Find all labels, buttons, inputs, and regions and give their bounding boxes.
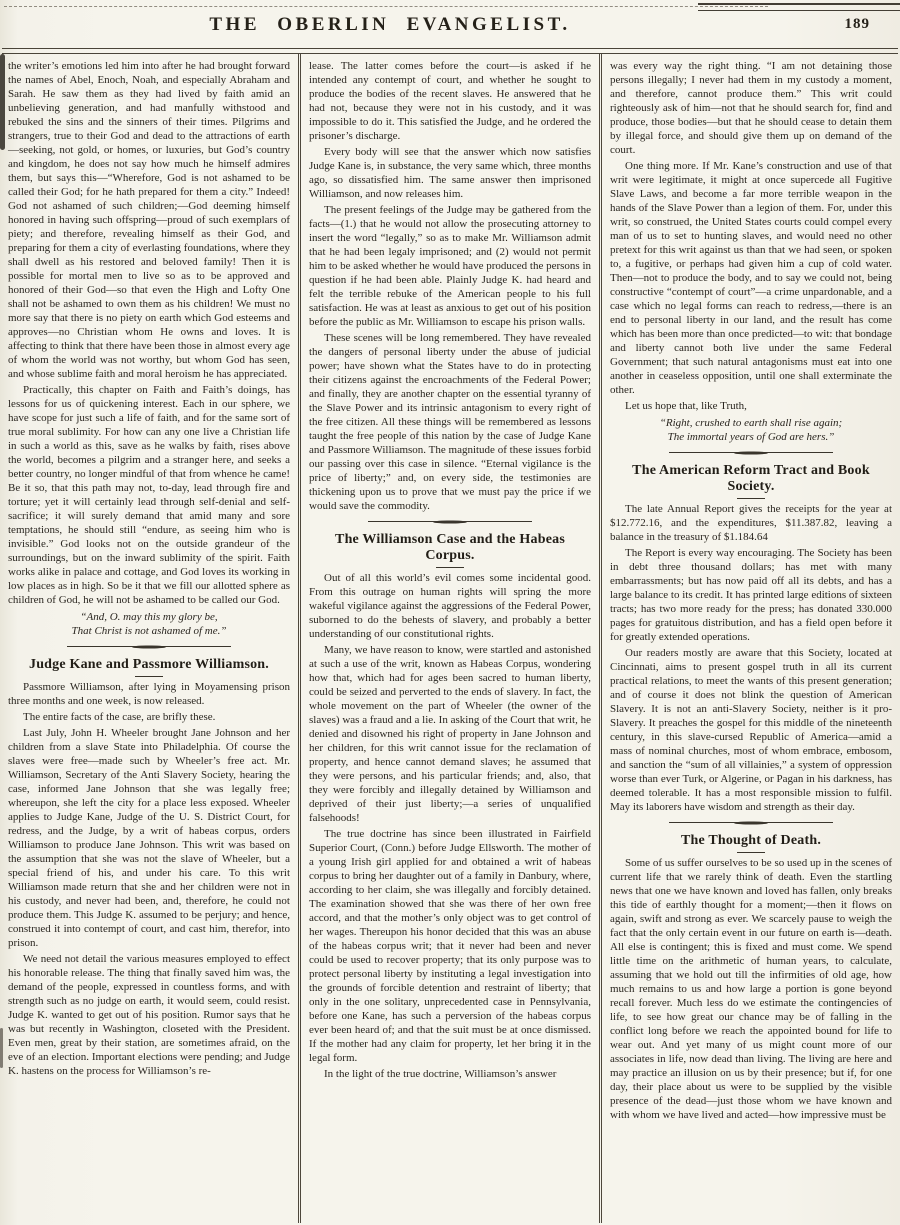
heading-williamson-habeas-article: The Williamson Case and the Habeas Corpus. <box>309 532 591 568</box>
page-number: 189 <box>844 16 870 32</box>
article-paragraph: The present feelings of the Judge may be gathered from the facts—(1.) that he would not allow the prosecuting attorney to insert the word “legally,” so as to make Mr. Williamson admit that he had been legaly imprisoned; and (2) would not permit him to be asked whether he would have produced the persons in question if he had been able. Plainly Judge K. had heard and felt the terrible rebuke of the American people to his full satisfaction. He was at least as anxious to get out of his position before the public as Mr. Williamson to escape his prison walls. <box>309 204 591 328</box>
column-2 <box>298 54 599 1223</box>
section-divider-rule <box>368 518 532 525</box>
article-paragraph: The entire facts of the case, are brifly these. <box>23 711 216 723</box>
heading-thought-of-death-article: The Thought of Death. <box>610 833 892 853</box>
article-paragraph: Some of us suffer ourselves to be so used up in the scenes of current life that we rarely think of death. Even the startling news that one we have known and loved has fallen, only breaks this tide of earthly thought for a moment;—then it flows on again, swift and strong as ever. We scarcely pause to weigh the fact that the only certain event in our future on earth is—death. All else is contingent; this is fixed and must come. We spend little time on the arithmetic of human years, to calculate, assuming that we hold out till the infirmities of old age, how much remains to us and how large a portion is gone beyond recall forever. Much less do we estimate the contingencies of life, to see how great our chance may be of falling in the conflict long before we reach the appointed bound for life to wear out. And yet many of us might count more of our associates in life, now dead than living. The living are here and may practice an illusion on us by their presence; but if, for one day, their place about us were to be supplied by the visible presence of the dead—just those whom we have known and with whom we have lived and acted—how impressive must be <box>610 857 892 1121</box>
column-3 <box>599 54 900 1223</box>
article-paragraph: Many, we have reason to know, were startled and astonished at such a use of the writ, known as Habeas Corpus, wondering how that, which had for ages been sacred to human liberty, could be seized and perverted to the ends of slavery. In fact, the whole movement on the part of Wheeler (the owner of the slaves) was a fraud and a lie. In asking of the Court that writ, he denied and disowned his right of property in Jane Johnson and her children, for this writ cannot issue for the reclamation of property, and hence cannot demand slaves; he assumed that they were persons, and his particular friends; and, also, that they were forcibly and illegally detained by Williamson and deprived of their just liberty;—a series of unqualified falsehoods! <box>309 644 591 824</box>
article-paragraph: Out of all this world’s evil comes some incidental good. From this outrage on human rights will spring the more wakeful vigilance against the aggressions of the Federal Power, suborned to do the behests of slavery, and probably a better understanding of our constitutional rights. <box>309 572 591 640</box>
article-paragraph: The true doctrine has since been illustrated in Fairfield Superior Court, (Conn.) before Judge Ellsworth. The mother of a young Irish girl applied for and obtained a writ of habeas corpus to bring her daughter out of a family in Danbury, where, according to her claim, she was illegally and forcibly detained. The examination showed that she was there of her own free accord, and that the mother’s only object was to get control of her wages. Thereupon his honor decided that this was an abuse of the habeas corpus writ; that it never had been and never could be used to recover property; that its only purpose was to protect personal liberty by instituting a legal investigation into the grounds of forcible detention and restraint of liberty; that only in the one solitary, unprecedented case in Pennsylvania, before one Kane, has such a perversion of the habeas corpus ever been heard of; and that the suit must be at once dismissed. If the mother had any claim for property, let her bring it in the legal form. <box>309 828 591 1064</box>
article-paragraph: The late Annual Report gives the receipts for the year at $12.772.16, and the expenditures, $11.387.82, leaving a balance in the treasury of $1.184.64 <box>610 503 892 543</box>
verse-line: “And, O. may this my glory be, <box>80 611 218 623</box>
article-paragraph: Last July, John H. Wheeler brought Jane Johnson and her children from a slave State into Philadelphia. Of course the slaves were free—made such by Wheeler’s free act. Mr. Williamson, Secretary of the Anti Slavery Society, hearing the case, informed Jane Johnson that she was legally free; whereupon, she left the city for a place less exposed. Wheeler applies to Judge Kane, Judge of the U. S. District Court, for redress, and the Judge, by a writ of habeas corpus, orders Williamson to produce Jane Johnson. This writ was based on the assumption that she was not the slave of Wheeler, but a special friend of his, and under his care. To this writ Williamson made return that she and her children were not in his custody, and never had been, and, therefore, he could not produce them. This Judge K. assumed to be perjury; and hence, construed it into contempt of court, and cast him, therefor, into prison. <box>8 727 290 949</box>
page-columns <box>0 54 900 1223</box>
heading-tract-society-article: The American Reform Tract and Book Society. <box>610 463 892 499</box>
article-paragraph: Practically, this chapter on Faith and Faith’s doings, has lessons for us of quickening interest. Each in our sphere, we have scope for just such a life of faith, and for the same sort of true moral sublimity. For how can any one live a Christian life in such a world as this, save as he walks by faith, rises above the world, becomes a pilgrim and a stranger here, and seeks a better country, no longer mindful of that from whence he came! Be it so, that this path may not, to-day, lead through fire and torture; yet it will certainly lead through self-denial and self-sacrifice; it will surely demand that amid many and sore temptations, he should still “endure, as seeing him who is invisible.” God looks not on the outside grandeur of the surroundings, but on the inward sublimity of the spirit. Faith works alike in palace and cottage, and God loves its working in low places as in high. So be it that we fill our allotted sphere as children of God, he will not be ashamed to be called our God. <box>8 384 290 606</box>
article-paragraph: Passmore Williamson, after lying in Moyamensing prison three months and one week, is now released. <box>8 681 290 707</box>
article-paragraph: was every way the right thing. “I am not detaining those persons illegally; I never had them in my custody a moment, and therefore, cannot produce them.” This writ could righteously ask of him—not that he should search for, find and produce, those bodies—but that he should cease to detain them by illegal force, and should give them up on demand of the court. <box>610 60 892 156</box>
verse-line: The immortal years of God are hers.” <box>667 431 835 443</box>
column-1 <box>0 54 298 1223</box>
section-divider-rule <box>669 819 833 826</box>
verse-line: “Right, crushed to earth shall rise again; <box>659 417 843 429</box>
verse-line: That Christ is not ashamed of me.” <box>71 625 227 637</box>
masthead <box>0 0 900 48</box>
section-divider-rule <box>669 449 833 456</box>
article-paragraph: These scenes will be long remembered. They have revealed the dangers of personal liberty under the abuse of judicial power; have shown what the States have to do in protecting their citizens against the encroachments of the Federal Power; and finally, they are another chapter on the essential tyranny of the Slave Power and its intrinsic antagonism to every right of the free citizen. All these things will be remembered as lessons taught the free people of this nation by the case of Judge Kane and Passmore Williamson. The magnitude of these issues forbid our passing over this case in silence. “Eternal vigilance is the price of liberty;” and, on every side, the testimonies are thickening upon us to prove that we must pay the price if we would save the commodity. <box>309 332 591 512</box>
verse-quotation <box>8 610 290 638</box>
article-paragraph: We need not detail the various measures employed to effect his honorable release. The thing that finally saved him was, the demand of the people, expressed in countless forms, and with strength such as no judge on earth, it would seem, could resist. Judge K. wanted to get out of his position. Rumor says that he was but recently in Washington, closeted with the President. Even men, great by their station, are sometimes afraid, on the eve of an election. Important elections were pending; and Judge K. hastens on the process for Williamson’s re- <box>8 953 290 1077</box>
article-paragraph: the writer’s emotions led him into after he had brought forward the names of Abel, Enoch, Noah, and especially Abraham and Sarah. He saw them as they had lived by faith amid an unbelieving generation, and had manfully withstood and rebuked the sins and the sinners of their times. Pilgrims and strangers, true to their God and dead to the attractions of earth—seeking, not gold, or homes, or luxuries, but God’s country and kingdom, he does not say how much he himself admires them, but says this—“Wherefore, God is not ashamed to be called their God; for he hath prepared for them a city.” Indeed! God not ashamed of such children;—God deeming himself honored in having such offspring—proud of such exemplars of piety; and therefore, revealing himself as their God, and preparing for them a city of everlasting foundations, where they shall dwell as his restored and beloved family! Then it is possible for mortal men to live so as to be approved and honored of their God—so that even the High and Lofty One shall not be ashamed to own them as his children! We must no more say that there is no piety on earth which God esteems and approves—no Christian whom He owns and loves. It is affecting to think that there have been those in almost every age of whom the world was not worthy, but whom God has seen, and whose sublime faith and moral heroism he has appreciated. <box>8 60 290 380</box>
section-divider-rule <box>67 643 231 650</box>
article-paragraph: Our readers mostly are aware that this Society, located at Cincinnati, aims to present gospel truth in all its current practical relations, to meet the wants of this present generation; and of course it does not blink the question of American Slavery. It is not an anti-Slavery Society, neither is it pro-Slavery. It preaches the gospel for this middle of the nineteenth century, in this slave-cursed Republic of America—amid a mass of nominal churches, most of whom embrace, embosom, and sanction the “sum of all villainies,” a system of oppression worse than ever Turk, or Algerine, or Pagan in his darkness, has deemed tolerable. It has a most responsible mission to fulfil. May its laborers have wisdom and strength as their day. <box>610 647 892 813</box>
article-paragraph: In the light of the true doctrine, Williamson’s answer <box>324 1068 557 1080</box>
paper-title: THE OBERLIN EVANGELIST. <box>209 14 571 35</box>
article-paragraph: The Report is every way encouraging. The Society has been in debt three thousand dollars; has met with many embarrassments; but has now paid off all its debts, and has a large balance to its credit. It has printed large editions of sixteen tracts; has two more ready for the press; has donated 330.000 pages for gratuitous distribution, and has a field open before it for greatly extended operations. <box>610 547 892 643</box>
article-paragraph: Let us hope that, like Truth, <box>625 400 747 412</box>
verse-quotation <box>610 416 892 444</box>
heading-judge-kane-article: Judge Kane and Passmore Williamson. <box>8 657 290 677</box>
article-paragraph: One thing more. If Mr. Kane’s construction and use of that writ were legitimate, it might at once supercede all Fugitive Slave Laws, and become a far more terrible weapon in the hands of the Slave Power than a legion of them. For, under this writ, so construed, the United States courts could compel every man of us to set to hunting slaves, and would need no other pretext for this writ against us than that we had seen, or spoken to, a fugitive, or perhaps had given him a cup of cold water. Then—not to produce the body, and to say we could not, being constructive “contempt of court”—a crime unpardonable, and a case which no legal forms can reach to redress,—there is an end to personal liberty in our land, and the result has come which has been more than once predicted—to wit: that bondage and liberty cannot both live under the same Federal Government; that such natural antagonisms must eat into one another in ceaseless opposition, until one shall exterminate the other. <box>610 160 892 396</box>
article-paragraph: Every body will see that the answer which now satisfies Judge Kane is, in substance, the very same which, three months ago, so dissatisfied him. The same answer then imprisoned Williamson, and now releases him. <box>309 146 591 200</box>
article-paragraph: lease. The latter comes before the court—is asked if he intended any contempt of court, and whether he sought to produce the bodies of the recent slaves. He answered that he had not, because they were not in his custody, and it was impossible to do it. This satisfied the Judge, and he ordered the prisoner’s discharge. <box>309 60 591 142</box>
